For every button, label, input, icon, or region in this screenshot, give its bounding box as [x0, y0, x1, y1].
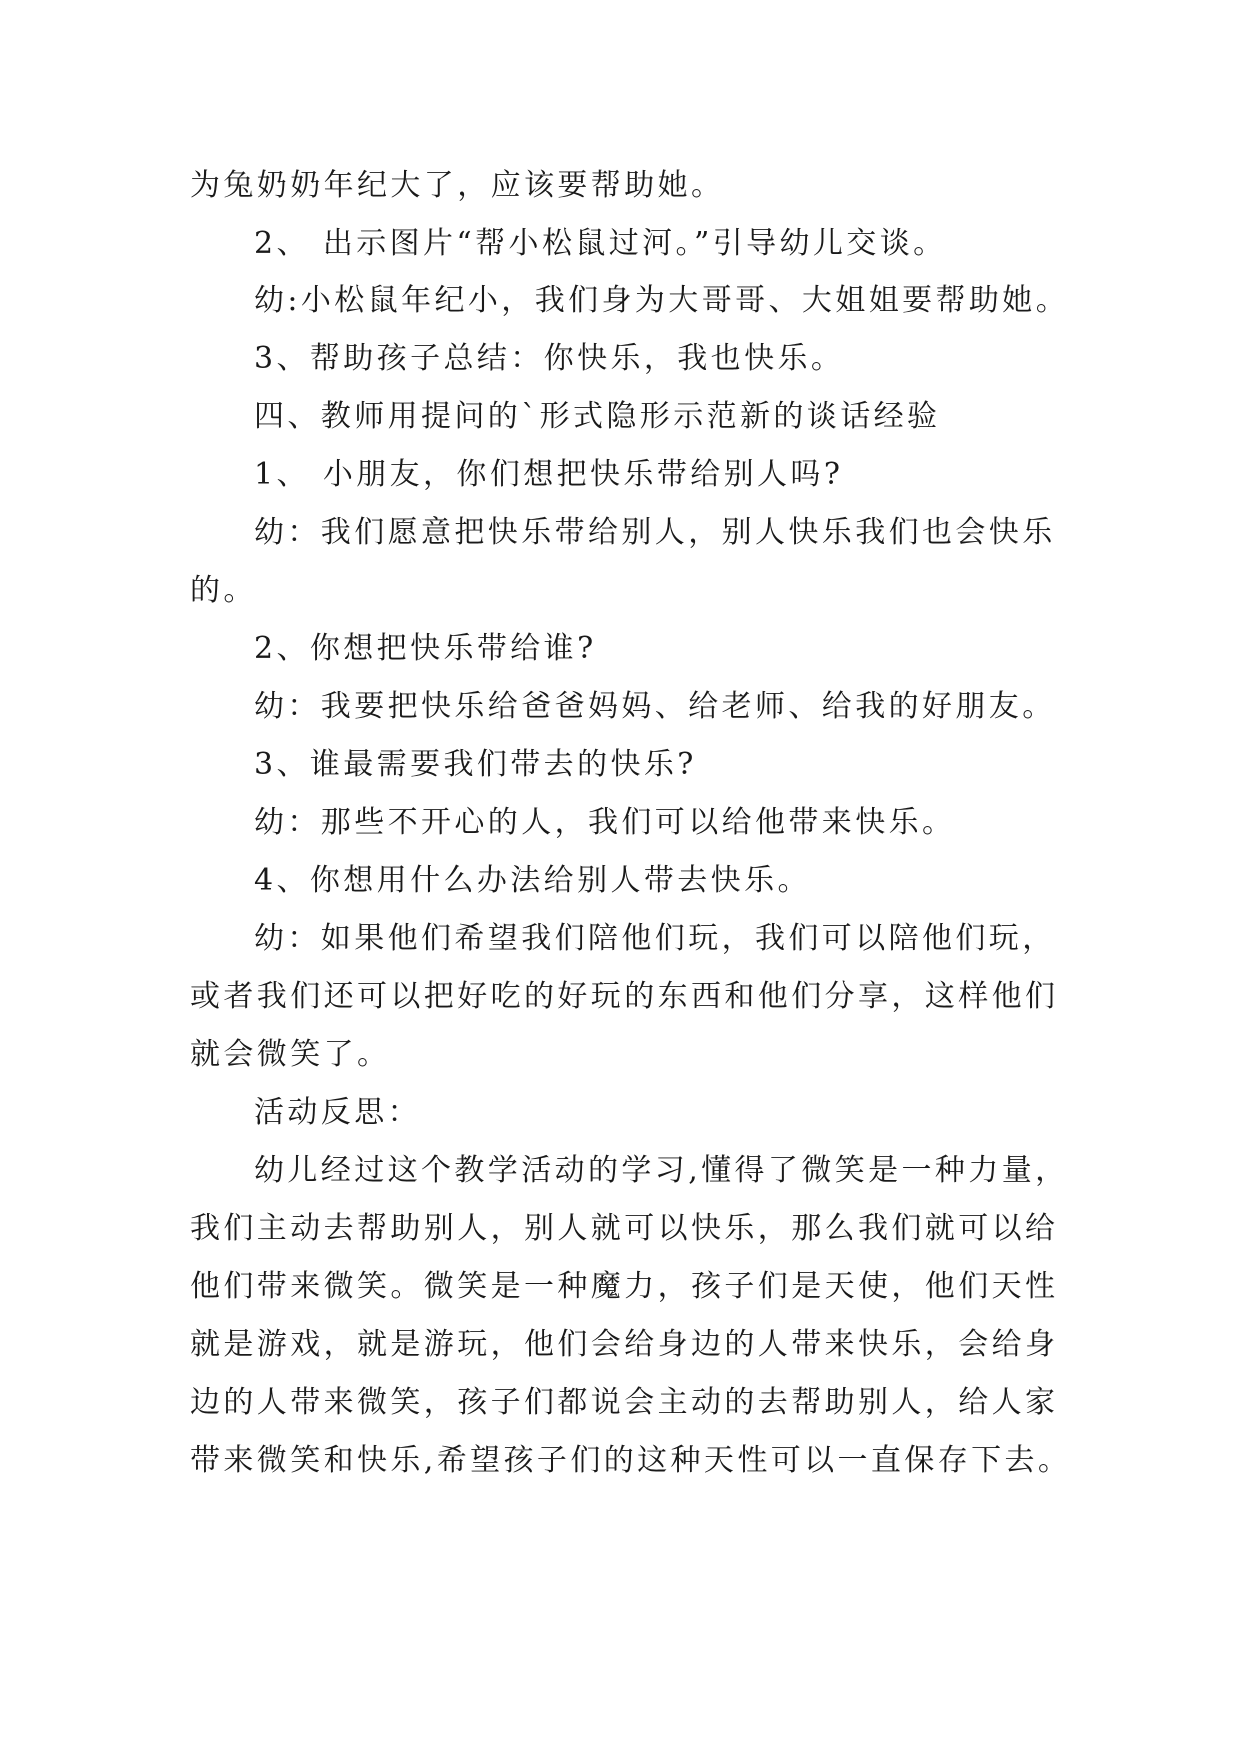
- text-line: 带来微笑和快乐,希望孩子们的这种天性可以一直保存下去。: [190, 1443, 1072, 1478]
- text-line: 就是游戏，就是游玩，他们会给身边的人带来快乐，会给身: [190, 1327, 1059, 1362]
- text-line: 幼：我要把快乐给爸爸妈妈、给老师、给我的好朋友。: [254, 689, 1056, 724]
- text-line: 的。: [190, 573, 257, 608]
- text-line: 2、 出示图片“帮小松鼠过河。”引导幼儿交谈。: [254, 226, 947, 261]
- text-line: 幼：我们愿意把快乐带给别人，别人快乐我们也会快乐: [254, 515, 1056, 550]
- text-line: 他们带来微笑。微笑是一种魔力，孩子们是天使，他们天性: [190, 1269, 1059, 1304]
- text-line: 幼:小松鼠年纪小，我们身为大哥哥、大姐姐要帮助她。: [254, 283, 1070, 318]
- text-line: 幼儿经过这个教学活动的学习,懂得了微笑是一种力量，: [254, 1153, 1069, 1188]
- text-line: 幼：如果他们希望我们陪他们玩，我们可以陪他们玩，: [254, 921, 1056, 956]
- text-line: 边的人带来微笑，孩子们都说会主动的去帮助别人，给人家: [190, 1385, 1059, 1420]
- section-heading: 四、教师用提问的`形式隐形示范新的谈话经验: [254, 399, 941, 434]
- text-line: 就会微笑了。: [190, 1037, 391, 1072]
- section-heading: 活动反思：: [254, 1095, 421, 1130]
- text-line: 1、 小朋友，你们想把快乐带给别人吗?: [254, 457, 844, 492]
- text-line: 3、谁最需要我们带去的快乐?: [254, 747, 697, 782]
- text-line: 4、你想用什么办法给别人带去快乐。: [254, 863, 811, 898]
- text-line: 2、你想把快乐带给谁?: [254, 631, 597, 666]
- text-line: 我们主动去帮助别人，别人就可以快乐，那么我们就可以给: [190, 1211, 1059, 1246]
- text-line: 或者我们还可以把好吃的好玩的东西和他们分享，这样他们: [190, 979, 1059, 1014]
- text-line: 3、帮助孩子总结：你快乐，我也快乐。: [254, 341, 845, 376]
- text-line: 为兔奶奶年纪大了，应该要帮助她。: [190, 168, 725, 203]
- text-line: 幼：那些不开心的人，我们可以给他带来快乐。: [254, 805, 956, 840]
